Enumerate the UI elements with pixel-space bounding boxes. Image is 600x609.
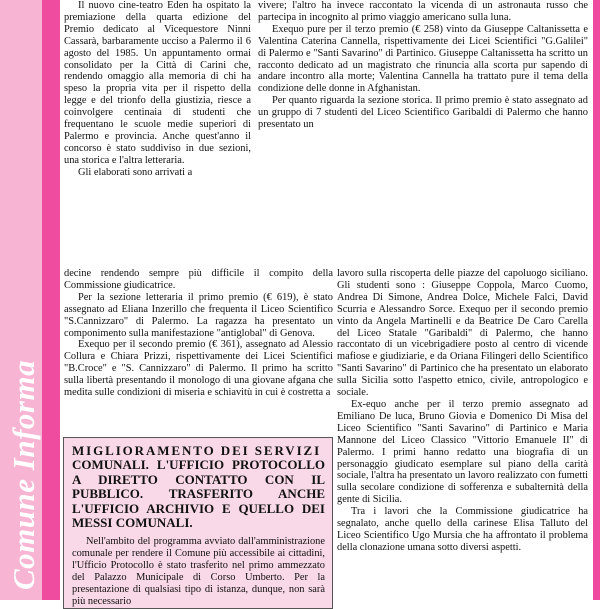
paragraph: decine rendendo sempre più difficile il compito della Commissione giudicatrice. bbox=[64, 268, 333, 291]
paragraph: Exequo per il secondo premio (€ 361), assegnato ad Alessio Collura e Chiara Prizzi, rispettivamente dei Licei Scientifici "B.Croce" e "S. Cannizzaro" di Palermo. Il primo ha scritto sulla libertà presentando il monologo di una giovane afgana che medita sulle condizioni di miseria e schiavitù in cui è costretta a bbox=[64, 339, 333, 399]
vertical-section-title: Comune Informa bbox=[6, 359, 41, 590]
paragraph: Il nuovo cine-teatro Eden ha ospitato la premiazione della quarta edizione del Premio dedicato al Vicequestore Ninni Cassarà, barbaramente ucciso a Palermo il 6 agosto del 1985. Un appuntamento ormai consolidato per la Città di Carini che, rendendo omaggio alla memoria di chi ha speso la propria vita per il rispetto della legge e del trionfo della giustizia, riesce a coinvolgere centinaia di studenti che frequentano le scuole medie superiori di Palermo e provincia. Anche quest'anno il concorso è stato suddiviso in due sezioni, una storica e l'altra letteraria. bbox=[64, 0, 251, 166]
announcement-heading bbox=[72, 444, 325, 530]
paragraph: Ex-equo anche per il terzo premio assegnato ad Emiliano De luca, Bruno Giovia e Domenico Di Misa del Liceo Scientifico "Santi Savarino" di Partinico e Maria Mannone del Liceo Classico "Vittorio Emanuele II" di Palermo. I primi hanno redatto una biografia di un personaggio giudicato esemplare sul piano della carità sociale, l'altra ha presentato un lavoro realizzato con fumetti sulla secolare condizione di sofferenza e subalternità della gente di Sicilia. bbox=[337, 398, 588, 506]
paragraph: Per la sezione letteraria il primo premio (€ 619), è stato assegnato ad Eliana Inzerillo che frequenta il Liceo Scientifico "S.Cannizzaro" di Palermo. La ragazza ha presentato un componimento sulla manifestazione "antiglobal" di Genova. bbox=[64, 291, 333, 339]
sidebar-band bbox=[0, 0, 60, 600]
paragraph: lavoro sulla riscoperta delle piazze del capoluogo siciliano. Gli studenti sono : Giuseppe Coppola, Marco Cuomo, Andrea Di Simone, Andrea Dolce, Michele Falci, David Scurria e Alessandro Sorce. Exequo per il secondo premio vinto da Angela Martinelli e da Beatrice De Caro Carella del Liceo Statale "Garibaldi" di Palermo, che hanno raccontato di un vicebrigadiere posto al centro di vicende mafiose e giudiziarie, e da Oriana Filingeri dello Scientifico "Santi Savarino" di Partinico che ha presentato un elaborato sulla Sicilia sotto l'aspetto etnico, civile, antropologico e sociale. bbox=[337, 268, 588, 399]
paragraph: Gli elaborati sono arrivati a bbox=[78, 166, 193, 178]
right-border-band bbox=[593, 0, 600, 600]
announcement-body: Nell'ambito del programma avviato dall'amministrazione comunale per rendere il Comune più accessibile ai cittadini, l'Ufficio Protocollo è stato trasferito nel primo ammezzato del Palazzo Municipale di Corso Umberto. Per la presentazione di qualsiasi tipo di istanza, dunque, non sarà più necessario bbox=[72, 536, 325, 607]
paragraph: Exequo pure per il terzo premio (€ 258) vinto da Giuseppe Caltanissetta e Valentina Caterina Cannella, rispettivamente dei Licei Scientifici "G.Galilei" di Palermo e "Santi Savarino" di Partinico. Giuseppe Caltanissetta ha scritto un racconto dedicato ad un magistrato che rinuncia alla scorta pur sapendo di andare incontro alla morte; Valentina Cannella ha trattato pure il tema della condizione delle donne in Afghanistan. bbox=[258, 23, 588, 95]
announcement-heading-rest: COMUNALI. L'UFFICIO PROTOCOLLO A DIRETTO CONTATTO CON IL PUBBLICO. TRASFERITO ANCHE L'UFFICIO ARCHIVIO E QUELLO DEI MESSI COMUNALI. bbox=[72, 457, 325, 531]
announcement-box bbox=[63, 437, 333, 609]
paragraph: Tra i lavori che la Commissione giudicatrice ha segnalato, anche quello della carinese Elisa Talluto del Liceo Scientifico Ugo Mursia che ha affrontato il problema della clonazione umana sotto diversi aspetti. bbox=[337, 506, 588, 553]
article-column-3 bbox=[64, 268, 333, 399]
paragraph: Per quanto riguarda la sezione storica. Il primo premio è stato assegnato ad un gruppo di 7 studenti del Liceo Scientifico Garibaldi di Palermo che hanno presentato un bbox=[258, 95, 588, 131]
article-column-2 bbox=[258, 0, 588, 131]
announcement-heading-line1: MIGLIORAMENTO DEI SERVIZI bbox=[72, 443, 322, 458]
article-column-4 bbox=[337, 268, 588, 554]
article-column-1 bbox=[64, 0, 251, 179]
announcement-box-content bbox=[72, 444, 325, 608]
paragraph: vivere; l'altro ha invece raccontato la vicenda di un astronauta russo che partecipa in incognito al primo viaggio americano sulla luna. bbox=[258, 0, 588, 23]
